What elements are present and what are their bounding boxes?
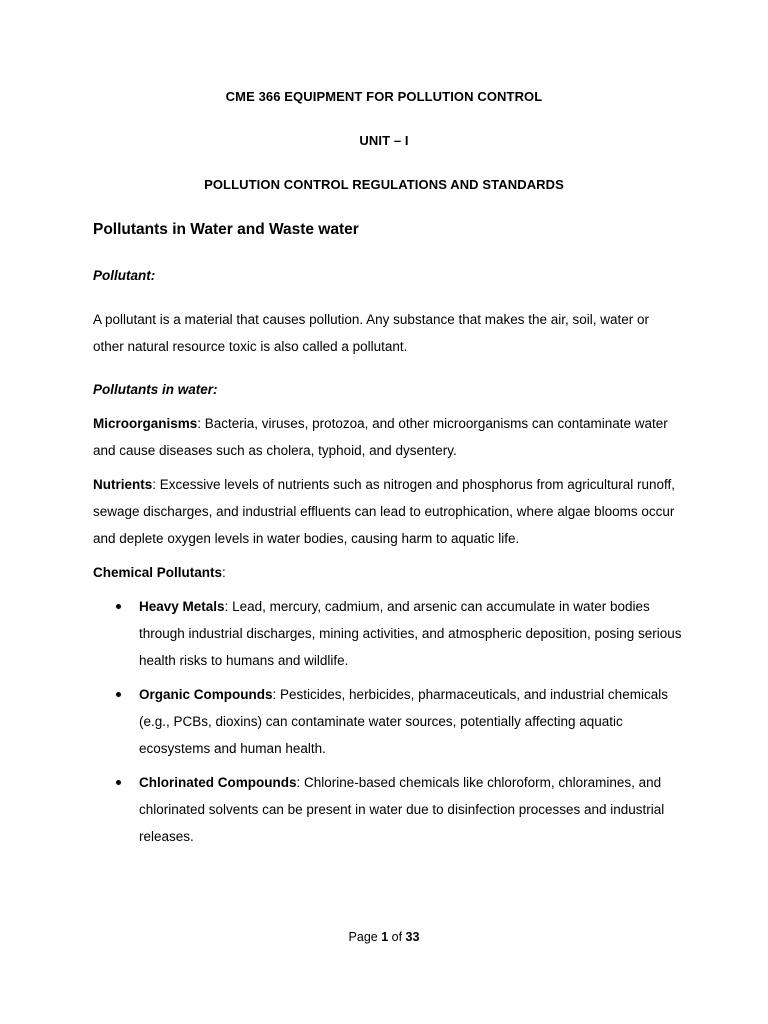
bullet-icon (116, 780, 121, 785)
current-page-number: 1 (381, 930, 389, 944)
microorganisms-paragraph (93, 410, 683, 464)
microorganisms-term: Microorganisms (93, 416, 198, 431)
course-title: CME 366 EQUIPMENT FOR POLLUTION CONTROL (225, 89, 543, 104)
pollutants-in-water-label: Pollutants in water: (93, 382, 218, 397)
nutrients-text: : Excessive levels of nutrients such as nitrogen and phosphorus from agricultural runoff, sewage discharges, and industrial effluents can lead to eutrophication, where algae blooms occur and deplete oxygen levels in water bodies, causing harm to aquatic life. (93, 477, 676, 546)
microorganisms-text: : Bacteria, viruses, protozoa, and other microorganisms can contaminate water and cause diseases such as cholera, typhoid, and dysentery. (93, 416, 668, 458)
page-footer (0, 930, 768, 944)
chlorinated-compounds-text: : Chlorine-based chemicals like chloroform, chloramines, and chlorinated solvents can be present in water due to disinfection processes and industrial releases. (139, 775, 665, 844)
pollutant-label: Pollutant: (93, 268, 156, 283)
unit-title: POLLUTION CONTROL REGULATIONS AND STANDARDS (204, 177, 564, 192)
chemical-pollutants-paragraph (93, 559, 683, 586)
heavy-metals-term: Heavy Metals (139, 599, 225, 614)
chemical-pollutants-colon: : (222, 565, 226, 580)
bullet-icon (116, 692, 121, 697)
heavy-metals-text: : Lead, mercury, cadmium, and arsenic can accumulate in water bodies through industrial discharges, mining activities, and atmospheric deposition, posing serious health risks to humans and wildlife. (139, 599, 682, 668)
list-item-heavy-metals (93, 593, 683, 674)
organic-compounds-text: : Pesticides, herbicides, pharmaceuticals, and industrial chemicals (e.g., PCBs, dioxins) can contaminate water sources, potentially affecting aquatic ecosystems and human health. (139, 687, 668, 756)
list-item-organic-compounds (93, 681, 683, 762)
bullet-icon (116, 604, 121, 609)
page-prefix: Page (348, 930, 382, 944)
page-of: of (388, 930, 406, 944)
pollutant-definition: A pollutant is a material that causes pollution. Any substance that makes the air, soil, water or other natural resource toxic is also called a pollutant. (93, 312, 650, 354)
chemical-pollutants-list (93, 593, 683, 850)
chemical-pollutants-term: Chemical Pollutants (93, 565, 223, 580)
organic-compounds-term: Organic Compounds (139, 687, 273, 702)
nutrients-term: Nutrients (93, 477, 153, 492)
list-item-chlorinated-compounds (93, 769, 683, 850)
unit-number: UNIT – I (359, 133, 409, 148)
total-pages: 33 (405, 930, 420, 944)
nutrients-paragraph (93, 471, 683, 552)
section-heading: Pollutants in Water and Waste water (93, 221, 359, 238)
chlorinated-compounds-term: Chlorinated Compounds (139, 775, 297, 790)
